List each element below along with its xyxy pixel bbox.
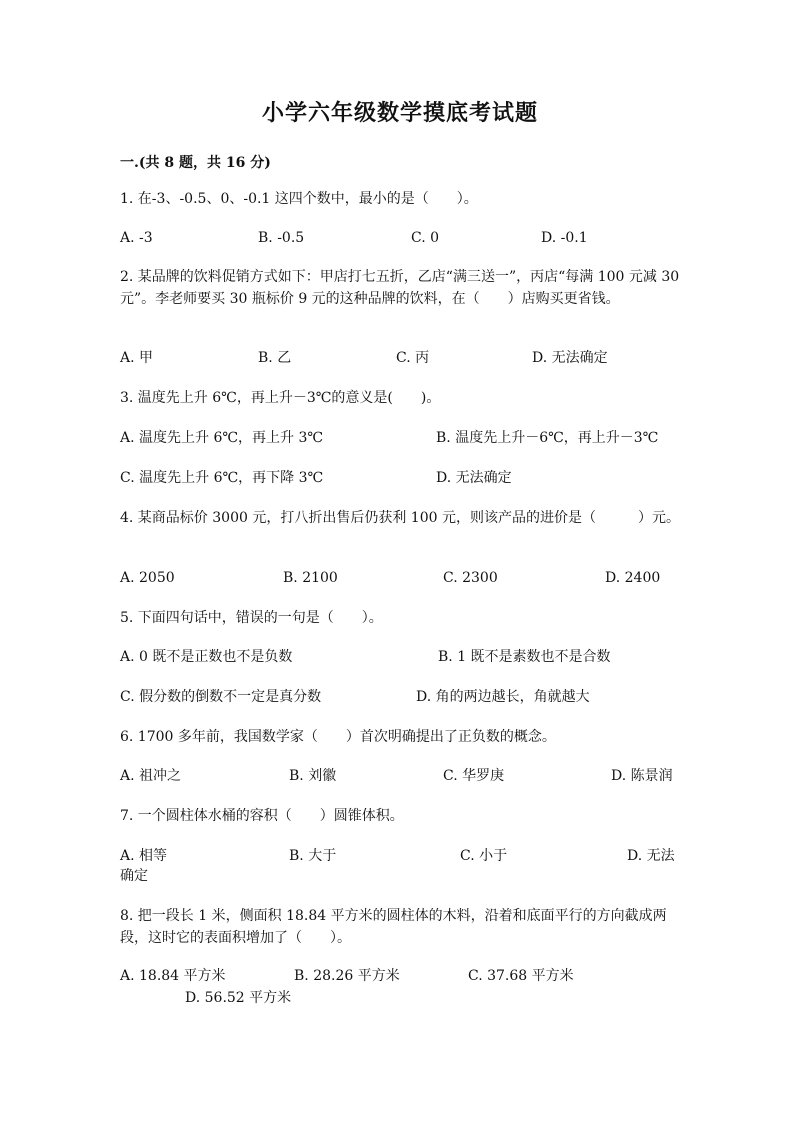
- page-title: 小学六年级数学摸底考试题: [261, 100, 538, 126]
- question-5-option-d: D. 角的两边越长，角就越大: [416, 689, 590, 705]
- question-5-option-c: C. 假分数的倒数不一定是真分数: [120, 689, 322, 705]
- question-5-stem: 5. 下面四句话中，错误的一句是（ ）。: [120, 610, 383, 626]
- question-7-stem: 7. 一个圆柱体水桶的容积（ ）圆锥体积。: [120, 808, 404, 824]
- question-6-option-d: D. 陈景润: [611, 768, 673, 784]
- question-6-option-a: A. 祖冲之: [120, 768, 182, 784]
- question-4-option-d: D. 2400: [605, 570, 661, 586]
- question-7-option-c: C. 小于: [460, 848, 508, 864]
- question-7-option-a: A. 相等: [120, 848, 168, 864]
- question-2-option-d: D. 无法确定: [532, 350, 608, 366]
- question-5-option-b: B. 1 既不是素数也不是合数: [438, 649, 611, 665]
- question-3-stem: 3. 温度先上升 6℃，再上升－3℃的意义是( )。: [120, 390, 441, 406]
- question-1-option-a: A. -3: [120, 230, 153, 246]
- question-1-option-c: C. 0: [411, 230, 440, 246]
- question-1-option-d: D. -0.1: [541, 230, 588, 246]
- question-3-option-b: B. 温度先上升－6℃，再上升－3℃: [436, 430, 659, 446]
- question-3-option-a: A. 温度先上升 6℃，再上升 3℃: [120, 430, 324, 446]
- question-2-option-c: C. 丙: [396, 350, 430, 366]
- question-4-stem: 4. 某商品标价 3000 元，打八折出售后仍获利 100 元，则该产品的进价是（ ）元。: [120, 510, 680, 526]
- question-8-option-b: B. 28.26 平方米: [294, 968, 400, 984]
- question-4-option-a: A. 2050: [120, 570, 175, 586]
- question-6-stem: 6. 1700 多年前，我国数学家（ ）首次明确提出了正负数的概念。: [120, 729, 556, 745]
- question-7-option-d: D. 无法确定: [120, 848, 675, 884]
- question-4-option-b: B. 2100: [283, 570, 338, 586]
- question-2-option-b: B. 乙: [258, 350, 292, 366]
- question-8-option-d: D. 56.52 平方米: [185, 990, 292, 1006]
- question-4-option-c: C. 2300: [443, 570, 498, 586]
- question-6-option-b: B. 刘徽: [289, 768, 337, 784]
- question-2-stem: 2. 某品牌的饮料促销方式如下：甲店打七五折，乙店“满三送一”，丙店“每满 100 元减 30 元”。李老师要买 30 瓶标价 9 元的这种品牌的饮料，在（ ）店购买更省钱。: [120, 269, 680, 307]
- question-8-option-a: A. 18.84 平方米: [120, 968, 226, 984]
- question-2-option-a: A. 甲: [120, 350, 154, 366]
- question-3-option-c: C. 温度先上升 6℃，再下降 3℃: [120, 470, 324, 486]
- question-5-option-a: A. 0 既不是正数也不是负数: [120, 649, 293, 665]
- question-1-stem: 1. 在-3、-0.5、0、-0.1 这四个数中，最小的是（ ）。: [120, 191, 478, 207]
- question-6-option-c: C. 华罗庚: [443, 768, 505, 784]
- question-1-option-b: B. -0.5: [258, 230, 305, 246]
- question-7-option-b: B. 大于: [289, 848, 337, 864]
- question-3-option-d: D. 无法确定: [436, 470, 512, 486]
- question-8-option-c: C. 37.68 平方米: [468, 968, 574, 984]
- section-heading: 一.(共 8 题，共 16 分): [120, 155, 271, 171]
- question-8-stem: 8. 把一段长 1 米，侧面积 18.84 平方米的圆柱体的木料，沿着和底面平行的方向截成两段，这时它的表面积增加了（ ）。: [120, 908, 667, 946]
